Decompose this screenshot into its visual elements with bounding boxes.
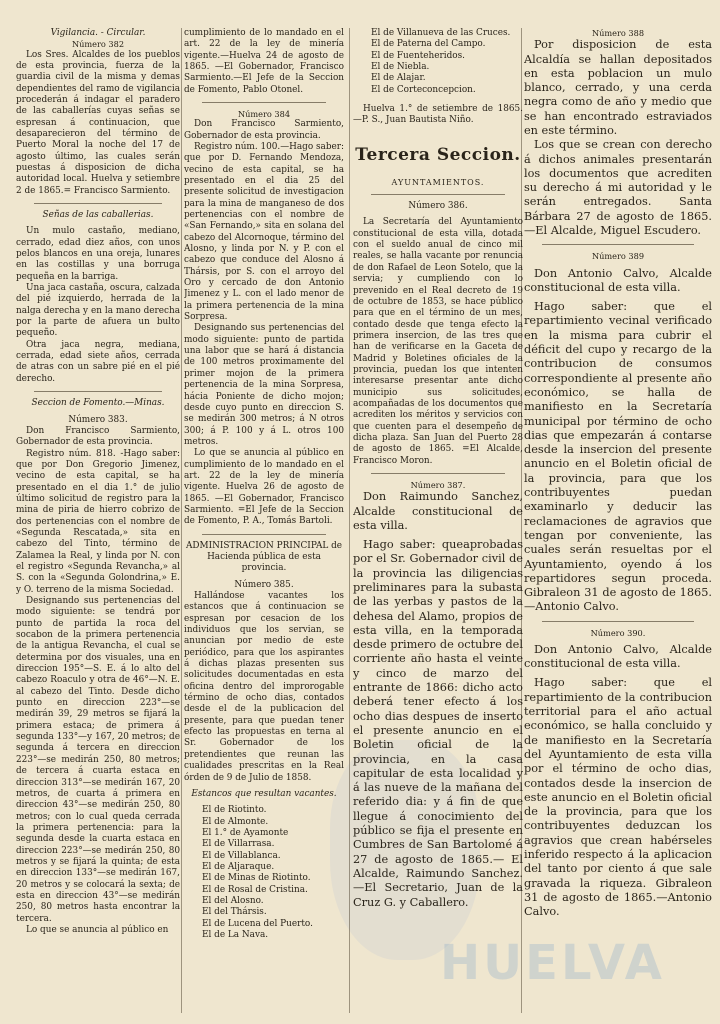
category-heading: AYUNTAMIENTOS. (391, 177, 485, 187)
divider (34, 391, 162, 392)
notice-number: Número 387. (410, 480, 466, 490)
watermark-text: HUELVA (440, 935, 665, 991)
list-item: El del Thársis. (202, 907, 267, 918)
section-title: Tercera Seccion. (355, 144, 521, 165)
list-item: El de Riotinto. (202, 805, 267, 816)
notice-number: Número 386. (408, 201, 468, 212)
notice-lead: Don Antonio Calvo, Alcalde constitucional de esta villa. (524, 266, 712, 294)
list-item: El de La Nava. (202, 929, 269, 940)
notice-paragraph: La Secretaría del Ayuntamiento constitucional de esta villa, dotada con el sueldo anual de cinco mil reales, se halla vacante por renuncia de don Rafael de Leon Sotelo, que la servia; y cumpliendo con lo prevenido en el Real decreto de 19 de octubre de 1853, se hace público para que en el término de un mes, contado desde que tenga efecto la primera insercion, de las tres que han de verificarse en la Gaceta de Madrid y Boletines oficiales de la provincia, puedan los que intenten interesarse presentar ante dicho municipio sus solicitudes, acompañadas de los documentos que acrediten los méritos y servicios con que cuenten para el desempeño de dicha plaza. San Juan del Puerto 28 de agosto de 1865. =El Alcalde, Francisco Moron. (353, 217, 523, 466)
notice-lead: Don Francisco Sarmiento, Gobernador de esta provincia. (184, 119, 344, 141)
notice-number: Número 383. (68, 414, 128, 425)
divider (371, 194, 505, 195)
column-4 (524, 28, 712, 1018)
notice-number: Número 388 (591, 28, 645, 38)
notice-paragraph: Los que se crean con derecho á dichos animales presentarán los documentos que acrediten su derecho á mi autoridad y le serán entregados. Santa Bárbara 27 de agosto de 1865.—El Alcalde, Miguel Escudero. (524, 138, 712, 238)
notice-paragraph: Registro núm. 818. -Hago saber: que por Don Gregorio Jimenez, vecino de esta capital, se ha presentado en el dia 1.° de julio último solicitud de registro para la mina de piria de hierro cobrizo de dos pertenencias con el nombre de «Segunda Rescatada,» sita en cabezo del Tinto, término de Zalamea la Real, y linda por N. con el registro «Segunda Revancha,» al S. con la «Segunda Golondrina,» E. y O. terreno de la misma Sociedad. (16, 448, 180, 595)
notice-number: Número 390. (590, 627, 646, 638)
subheading: Estancos que resultan vacantes. (191, 788, 337, 799)
notice-paragraph: Un mulo castaño, mediano, cerrado, edad diez años, con unos pelos blancos en una oreja, lunares en las costillas y una borruga pequeña en la barriga. (16, 226, 180, 282)
notice-paragraph: Designando sus pertenencias del modo siguiente: se tendrá por punto de partida la roca del socabon de la primera pertenencia de la antigua Revancha, el cual se determina por dos visuales, una en direccion 195°—S. E. á lo alto del cabezo Roaculo y otra de 46°—N. E. al cabezo del Tinto. Desde dicho punto en direccion 223°—se medirán 39, 29 metros se fijará la primera estaca; de primera á segunda 133°—y 167, 20 metros; de segunda á tercera en direccion 223°—se medirán 250, 80 metros; de tercera á cuarta estaca en direccion 313°—se medirán 167, 20 metros, de cuarta á primera en direccion 43°—se medirán 250, 80 metros; con lo cual queda cerrada la primera pertenencia: para la segunda desde la cuarta estaca en direccion 223°—se medirán 250, 80 metros y se fijará la quinta; de esta en direccion 133°—se medirán 167, 20 metros y se colocará la sexta; de esta en direccion 43°—se medirán 250, 80 metros hasta encontrar la tercera. (16, 596, 180, 924)
list-item: El de Alajar. (371, 73, 426, 84)
notice-number: Número 384 (237, 109, 291, 120)
notice-387 (353, 490, 523, 910)
notice-paragraph: Hago saber: que el repartimiento de la contribucion territorial para el año actual económico, se halla concluido y de manifiesto en la Secretaría del Ayuntamiento de esta villa por el término de ocho dias, contados desde la insercion de este anuncio en el Boletin oficial de la provincia, para que los contribuyentes deduzcan los agravios que crean habérseles inferido respecto á la aplicacion del tanto por ciento á que sale gravada la riqueza. Gibraleon 31 de agosto de 1865.—Antonio Calvo. (524, 676, 712, 919)
list-item: El de Almonte. (202, 816, 269, 827)
notice-paragraph: Hago saber: queaprobadas por el Sr. Gobernador civil de la provincia las diligencias preliminares para la subasta de las yerbas y pastos de la dehesa del Alamo, propios de esta villa, en la temporada desde primero de octubre del corriente año hasta el veinte y cinco de marzo del entrante de 1866: dicho acto deberá tener efecto á los ocho dias despues de inserto el presente anuncio en el Boletin oficial de la provincia, en la casa capitular de esta localidad y á las nueve de la mañana del referido dia: y á fin de que llegue á conocimiento del público se fija el presente en Cumbres de San Bartolomé á 27 de agosto de 1865.— El Alcalde, Raimundo Sanchez.—El Secretario, Juan de la Cruz G. y Caballero. (353, 538, 523, 909)
notice-paragraph: Lo que se anuncia al público en cumplimiento de lo mandado en el art. 22 de la ley de minería vigente. Huelva 26 de agosto de 1865. —El Gobernador, Francisco Sarmiento. =El Jefe de la Seccion de Fomento, P. A., Tomás Bartoli. (184, 448, 344, 527)
notice-number: Número 385. (234, 579, 294, 590)
divider (542, 244, 694, 245)
column-rule (181, 28, 182, 1013)
list-item: El de Aljaraque. (202, 861, 275, 872)
list-item: El de Minas de Riotinto. (202, 873, 311, 884)
estancos-list-continued (353, 28, 523, 96)
notice-lead: Don Raimundo Sanchez, Alcalde constitucional de esta villa. (353, 490, 523, 532)
divider (34, 203, 162, 204)
section-heading: ADMINISTRACION PRINCIPAL de Hacienda pública de esta provincia. (185, 540, 343, 574)
list-item: El de Paterna del Campo. (371, 39, 486, 50)
list-item: El de Fuenteheridos. (371, 50, 466, 61)
notice-paragraph: Hago saber: que el repartimiento vecinal verificado en la misma para cubrir el déficit del cupo y recargo de la contribucion de consumos correspondiente al presente año económico, se halla de manifiesto en la Secretaría municipal por término de ocho dias que empezarán á contarse desde la insercion del presente anuncio en el Boletin oficial de la provincia, para que los contribuyentes puedan examinarlo y deducir las reclamaciones de agravios que tengan por conveniente, las cuales serán resueltas por el Ayuntamiento, oyendo á los repartidores segun proceda. Gibraleon 31 de agosto de 1865.—Antonio Calvo. (524, 300, 712, 614)
notice-continuation: cumplimiento de lo mandado en el art. 22 de la ley de minería vigente.—Huelva 24 de agosto de 1865. —El Gobernador, Francisco Sarmiento.—El Jefe de la Seccion de Fomento, Pablo Otonel. (184, 28, 344, 95)
list-item: El del Alosno. (202, 895, 264, 906)
column-1 (16, 28, 180, 1018)
notice-paragraph: Designando sus pertenencias del modo siguiente: punto de partida una labor que se hará á distancia de 100 metros proximamente del primer mojon de la primera pertenencia de la mina Sorpresa, hácia Poniente de dicho mojon; desde cuyo punto en direccion S. se medirán 300 metros; á N otros 300; á P. 100 y á L. otros 100 metros. (184, 323, 344, 447)
list-item: El 1.° de Ayamonte (202, 827, 289, 838)
signature-line: Huelva 1.° de setiembre de 1865. —P. S., Juan Bautista Niño. (353, 104, 523, 126)
notice-paragraph: Registro núm. 100.—Hago saber: que por D. Fernando Mendoza, vecino de esta capital, se ha presentado en el dia 25 del presente solicitud de investigacion para la mina de manganeso de dos pertenencias con el nombre de «San Fernando,» sita en solana del cabezo del Alcornoque, término del Alosno, y linda por N. y P. con el cabezo que conduce del Alosno á Thársis, por S. con el arroyo del Oro y cercado de don Antonio Jimenez y L. con el lado menor de la primera pertenencia de la mina Sorpresa. (184, 141, 344, 323)
column-2 (184, 28, 344, 1018)
column-rule (349, 28, 350, 1013)
notice-paragraph: Hallándose vacantes los estancos que á continuacion se espresan por cesacion de los individuos que los servian, se anuncian por medio de este periódico, para que los aspirantes á dichas plazas presenten sus solicitudes documentadas en esta oficina dentro del improrogable término de ocho dias, contados desde el de la publicacion del presente, para que puedan tener efecto las propuestas en terna al Sr. Gobernador de los pretendientes que reunan las cualidades prescritas en la Real órden de 9 de Julio de 1858. (184, 591, 344, 783)
list-item: El de Niebla. (371, 62, 430, 73)
notice-paragraph: Lo que se anuncia al público en (26, 924, 169, 935)
divider (371, 473, 505, 474)
column-3 (353, 28, 523, 1018)
list-item: El de Villanueva de las Cruces. (371, 28, 511, 38)
notice-body: Los Sres. Alcaldes de los pueblos de esta provincia, fuerza de la guardia civil de la misma y demas dependientes del ramo de vigilancia procederán á indagar el paradero de las caballerías cuyas señas se espresan á continuacion, que desaparecieron del término de Puerto Moral la noche del 17 de agosto último, las cuales serán puestas á disposicion de dicha autoridad local. Huelva y setiembre 2 de 1865.= Francisco Sarmiento. (16, 49, 180, 196)
list-item: El de Villarrasa. (202, 839, 275, 850)
list-item: El de Rosal de Cristina. (202, 884, 308, 895)
notice-paragraph: Una jaca castaña, oscura, calzada del pié izquierdo, herrada de la nalga derecha y en la mano derecha por la parte de afuera un bulto pequeño. (16, 283, 180, 339)
section-heading: Señas de las caballerias. (42, 210, 154, 221)
list-item: El de Villablanca. (202, 850, 281, 861)
notice-number: Número 382 (71, 39, 125, 50)
section-heading: Seccion de Fomento.—Minas. (31, 398, 165, 409)
notice-paragraph: Por disposicion de esta Alcaldía se hallan depositados en esta poblacion un mulo blanco, cerrado, y una cerda negra como de año y medio que se han encontrado estraviados en este término. (524, 38, 712, 137)
notice-389 (524, 267, 712, 615)
divider (202, 102, 326, 103)
notice-lead: Don Francisco Sarmiento, Gobernador de esta provincia. (16, 425, 180, 448)
notice-lead: Don Antonio Calvo, Alcalde constitucional de esta villa. (524, 642, 712, 671)
estancos-list (184, 805, 344, 941)
notice-paragraph: Otra jaca negra, mediana, cerrada, edad siete años, cerrada de atras con un sabre pié en el pié derecho. (16, 339, 180, 384)
section-heading: Vigilancia. - Circular. (50, 28, 146, 38)
divider (542, 621, 694, 622)
notice-number: Número 389 (591, 251, 645, 262)
list-item: El de Corteconcepcion. (371, 84, 476, 95)
notice-390 (524, 643, 712, 920)
list-item: El de Lucena del Puerto. (202, 918, 313, 929)
divider (202, 534, 326, 535)
notice-388 (524, 38, 712, 238)
